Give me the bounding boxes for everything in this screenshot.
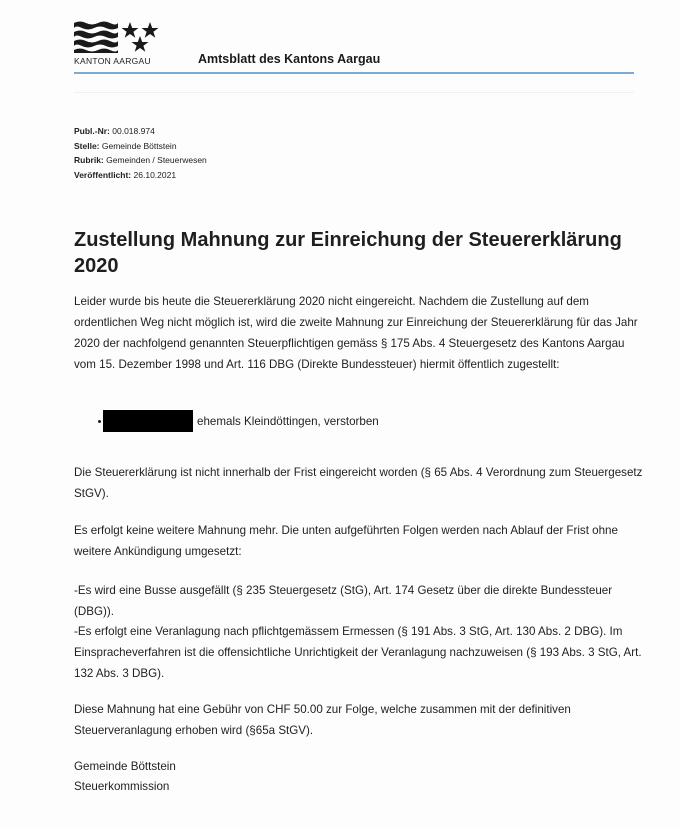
signature-block <box>74 757 176 797</box>
publication-title: Amtsblatt des Kantons Aargau <box>198 52 381 66</box>
logo-caption: KANTON AARGAU <box>74 56 151 66</box>
consequence-veranlagung: -Es erfolgt eine Veranlagung nach pflichtgemässem Ermessen (§ 191 Abs. 3 StG, Art. 130 Abs. 2 DBG). Im Einspracheverfahren ist die offensichtliche Unrichtigkeit der Veranlagung nachzuweisen (§ 193 Abs. 3 StG, Art. 132 Abs. 3 DBG). <box>74 625 642 680</box>
taxpayer-entry <box>98 410 379 432</box>
meta-publ-nr: Publ.-Nr: 00.018.974 <box>74 126 155 136</box>
header-divider-faint <box>74 92 634 93</box>
signature-municipality: Gemeinde Böttstein <box>74 760 176 773</box>
frist-paragraph: Die Steuererklärung ist nicht innerhalb der Frist eingereicht worden (§ 65 Abs. 4 Verordnung zum Steuergesetz StGV). <box>74 466 643 500</box>
bullet-icon <box>98 420 101 423</box>
publication-meta <box>74 124 207 182</box>
signature-commission: Steuerkommission <box>74 780 170 793</box>
intro-paragraph: Leider wurde bis heute die Steuererklärung 2020 nicht eingereicht. Nachdem die Zustellung auf dem ordentlichen Weg nicht möglich ist, wird die zweite Mahnung zur Einreichung der Steuererklärung für das Jahr 2020 der nachfolgend genannten Steuerpflichtigen gemäss § 175 Abs. 4 Steuergesetz des Kantons Aargau vom 15. Dezember 1998 und Art. 116 DBG (Direkte Bundessteuer) hiermit öffentlich zugestellt: <box>74 295 638 371</box>
keine-mahnung-paragraph: Es erfolgt keine weitere Mahnung mehr. Die unten aufgeführten Folgen werden nach Ablauf der Frist ohne weitere Ankündigung umgesetzt: <box>74 524 618 558</box>
gebuehr-paragraph: Diese Mahnung hat eine Gebühr von CHF 50.00 zur Folge, welche zusammen mit der definitiven Steuerveranlagung erhoben wird (§65a StGV). <box>74 703 571 737</box>
meta-rubrik: Rubrik: Gemeinden / Steuerwesen <box>74 155 207 165</box>
kanton-aargau-logo <box>74 19 174 69</box>
meta-veroeffentlicht: Veröffentlicht: 26.10.2021 <box>74 169 177 180</box>
meta-stelle: Stelle: Gemeinde Böttstein <box>74 140 177 151</box>
taxpayer-note: ehemals Kleindöttingen, verstorben <box>197 414 379 428</box>
aargau-coat-of-arms-icon <box>74 19 174 55</box>
consequence-busse: -Es wird eine Busse ausgefällt (§ 235 Steuergesetz (StG), Art. 174 Gesetz über die direkte Bundessteuer (DBG)). <box>74 584 613 618</box>
redacted-name <box>103 410 193 432</box>
header-divider <box>74 72 634 74</box>
document-title: Zustellung Mahnung zur Einreichung der Steuererklärung 2020 <box>74 229 622 277</box>
